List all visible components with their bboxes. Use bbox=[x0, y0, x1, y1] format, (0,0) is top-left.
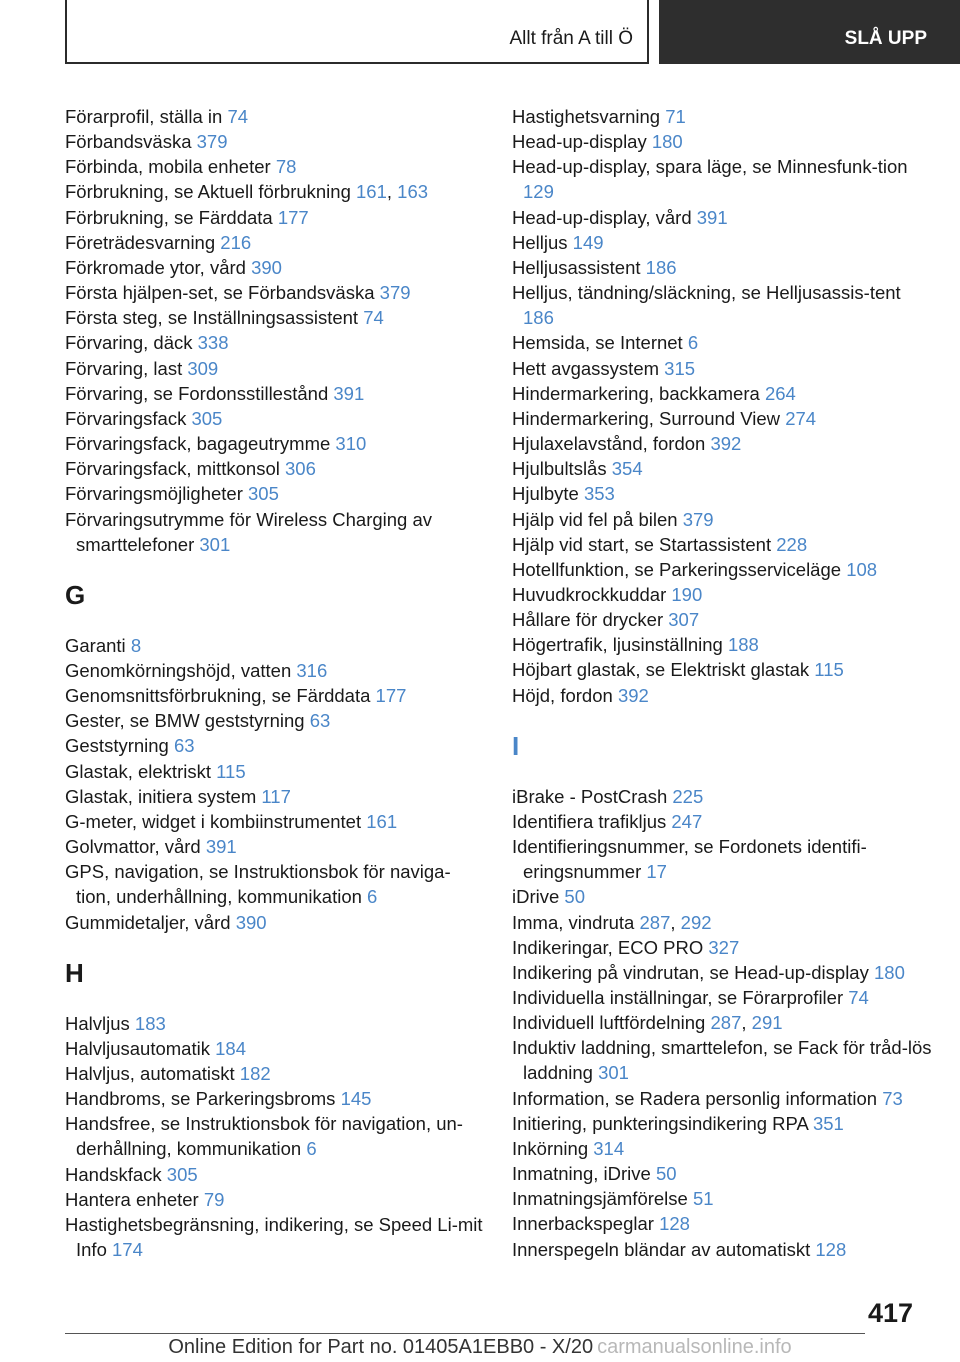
index-entry bbox=[512, 985, 932, 1010]
index-term: Förbrukning, se Aktuell förbrukning bbox=[65, 181, 357, 203]
index-term: Högertrafik, ljusinställning bbox=[512, 634, 728, 656]
page-link[interactable]: 314 bbox=[593, 1137, 625, 1159]
index-term: Handskfack bbox=[65, 1163, 167, 1185]
index-entry bbox=[65, 154, 485, 179]
page-link[interactable]: 149 bbox=[572, 231, 604, 253]
footer-divider bbox=[65, 1333, 865, 1334]
index-entry bbox=[65, 859, 485, 909]
index-entry bbox=[65, 809, 485, 834]
index-entry bbox=[512, 1136, 932, 1161]
index-term: Halvljus bbox=[65, 1012, 135, 1034]
page-link[interactable]: 338 bbox=[197, 332, 229, 354]
page-link[interactable]: 180 bbox=[874, 961, 905, 983]
index-term: Hindermarkering, Surround View bbox=[512, 407, 786, 429]
page-link[interactable]: 392 bbox=[617, 684, 649, 706]
index-term: Hastighetsvarning bbox=[512, 106, 666, 127]
footer-edition-text: Online Edition for Part no. 01405A1EBB0 - X/20 bbox=[168, 1336, 594, 1358]
index-term: Individuell luftfördelning bbox=[512, 1012, 711, 1034]
page-link[interactable]: 315 bbox=[664, 357, 696, 379]
index-term: Inkörning bbox=[512, 1137, 594, 1159]
page-link[interactable]: 305 bbox=[166, 1163, 198, 1185]
page-link[interactable]: 354 bbox=[611, 458, 643, 480]
index-entry bbox=[65, 910, 485, 935]
page-link[interactable]: 379 bbox=[196, 131, 228, 153]
index-term: Hjälp vid fel på bilen bbox=[512, 508, 683, 530]
page-link[interactable]: 274 bbox=[785, 407, 817, 429]
page-link[interactable]: 216 bbox=[220, 231, 252, 253]
page-link[interactable]: 291 bbox=[751, 1012, 783, 1034]
index-term: Imma, vindruta bbox=[512, 911, 640, 933]
index-term: Handbroms, se Parkeringsbroms bbox=[65, 1088, 341, 1110]
page-link[interactable]: 392 bbox=[710, 433, 742, 455]
index-term: Head-up-display, vård bbox=[512, 206, 697, 228]
page-link[interactable]: 17 bbox=[646, 861, 667, 883]
index-term: Förvaringsfack, bagageutrymme bbox=[65, 433, 336, 455]
page-link[interactable]: 161 bbox=[356, 181, 387, 203]
index-term: iDrive bbox=[512, 886, 565, 908]
index-term: Förvaring, last bbox=[65, 357, 188, 379]
index-term: Förvaringsfack, mittkonsol bbox=[65, 458, 286, 480]
index-term: Hjälp vid start, se Startassistent bbox=[512, 533, 777, 555]
watermark: carmanualsonline.info bbox=[597, 1336, 792, 1358]
index-term: Förvaringsutrymme för Wireless Charging av smarttelefoner bbox=[65, 508, 433, 555]
index-entry bbox=[512, 1111, 932, 1136]
index-entry bbox=[512, 784, 932, 809]
page-link[interactable]: 108 bbox=[846, 558, 878, 580]
index-entry bbox=[512, 607, 932, 632]
page-link[interactable]: 145 bbox=[340, 1088, 372, 1110]
index-term: Förvaring, däck bbox=[65, 332, 198, 354]
index-entry bbox=[512, 960, 932, 985]
page-link[interactable]: 128 bbox=[659, 1213, 690, 1235]
lookup-tab-label: SLÅ UPP bbox=[844, 28, 927, 49]
page-link[interactable]: 390 bbox=[235, 911, 267, 933]
index-term: Identifiera trafikljus bbox=[512, 810, 672, 832]
index-entry bbox=[65, 305, 485, 330]
page-separator: , bbox=[386, 181, 398, 203]
page-link[interactable]: 301 bbox=[598, 1062, 629, 1084]
page-link[interactable]: 6 bbox=[306, 1138, 317, 1160]
index-term: Första hjälpen-set, se Förbandsväska bbox=[65, 282, 380, 304]
index-column-right bbox=[512, 104, 932, 1262]
index-term: Förvaringsfack bbox=[65, 407, 192, 429]
index-entry bbox=[65, 759, 485, 784]
page-link[interactable]: 177 bbox=[277, 206, 309, 228]
page-link[interactable]: 74 bbox=[848, 987, 869, 1008]
index-entry bbox=[512, 230, 932, 255]
index-entry bbox=[65, 431, 485, 456]
index-column-left bbox=[65, 104, 485, 1262]
page-link[interactable]: 186 bbox=[645, 256, 677, 278]
page-link[interactable]: 73 bbox=[882, 1087, 903, 1109]
page-link[interactable]: 327 bbox=[708, 936, 740, 958]
index-entry bbox=[512, 280, 932, 330]
page-link[interactable]: 78 bbox=[275, 156, 297, 178]
index-entry bbox=[512, 557, 932, 582]
index-entry bbox=[512, 657, 932, 682]
section-letter: H bbox=[65, 957, 84, 988]
index-term: Individuella inställningar, se Förarprofiler bbox=[512, 987, 849, 1008]
page-link[interactable]: 50 bbox=[564, 886, 585, 908]
index-entry bbox=[512, 632, 932, 657]
page-link[interactable]: 163 bbox=[397, 181, 429, 203]
index-entry bbox=[65, 406, 485, 431]
index-term: Head-up-display bbox=[512, 131, 652, 153]
page-link[interactable]: 264 bbox=[764, 382, 796, 404]
page-link[interactable]: 183 bbox=[134, 1012, 166, 1034]
index-term: Handsfree, se Instruktionsbok för navigation, un-derhållning, kommunikation bbox=[65, 1113, 463, 1160]
page-link[interactable]: 71 bbox=[665, 106, 686, 127]
index-entry bbox=[512, 104, 932, 129]
footer bbox=[0, 1336, 960, 1359]
index-entry bbox=[512, 834, 932, 884]
page-link[interactable]: 310 bbox=[335, 433, 367, 455]
page-link[interactable]: 184 bbox=[215, 1037, 246, 1059]
index-entry bbox=[512, 356, 932, 381]
index-entry bbox=[65, 1061, 485, 1086]
index-term: Hemsida, se Internet bbox=[512, 332, 688, 354]
index-entry bbox=[65, 205, 485, 230]
index-term: Höjbart glastak, se Elektriskt glastak bbox=[512, 659, 815, 681]
index-entry bbox=[65, 356, 485, 381]
page-link[interactable]: 225 bbox=[672, 785, 704, 807]
index-entry bbox=[65, 1011, 485, 1036]
index-term: Gummidetaljer, vård bbox=[65, 911, 236, 933]
index-entry bbox=[512, 1086, 932, 1111]
index-entry bbox=[65, 129, 485, 154]
page-link[interactable]: 353 bbox=[583, 483, 615, 505]
index-term: Indikering på vindrutan, se Head-up-display bbox=[512, 961, 874, 983]
page-separator: , bbox=[670, 911, 681, 933]
index-entry bbox=[512, 935, 932, 960]
section-letter: I bbox=[512, 730, 520, 761]
index-term: Förkromade ytor, vård bbox=[65, 256, 252, 278]
page-link[interactable]: 301 bbox=[199, 533, 231, 555]
page-link[interactable]: 74 bbox=[363, 307, 384, 329]
page-link[interactable]: 8 bbox=[130, 634, 142, 656]
page-link[interactable]: 309 bbox=[187, 357, 219, 379]
page-link[interactable]: 63 bbox=[309, 710, 331, 732]
page-link[interactable]: 128 bbox=[815, 1238, 847, 1260]
index-entry bbox=[65, 1086, 485, 1111]
index-entry bbox=[65, 255, 485, 280]
index-entry bbox=[512, 456, 932, 481]
page-link[interactable]: 391 bbox=[333, 382, 365, 404]
index-term: Genomsnittsförbrukning, se Färddata bbox=[65, 685, 376, 707]
index-term: Geststyrning bbox=[65, 735, 174, 757]
index-entry bbox=[512, 205, 932, 230]
page-link[interactable]: 182 bbox=[239, 1063, 271, 1084]
index-term: Gester, se BMW geststyrning bbox=[65, 710, 310, 732]
index-entry bbox=[65, 280, 485, 305]
index-term: Indikeringar, ECO PRO bbox=[512, 936, 709, 958]
index-entry bbox=[65, 1162, 485, 1187]
index-entry bbox=[512, 154, 932, 204]
index-term: Glastak, initiera system bbox=[65, 785, 262, 807]
index-term: Förvaringsmöjligheter bbox=[65, 483, 249, 505]
page-link[interactable]: 79 bbox=[203, 1188, 225, 1210]
index-term: Halvljus, automatiskt bbox=[65, 1063, 240, 1084]
index-entry bbox=[65, 507, 485, 557]
page-link[interactable]: 391 bbox=[205, 836, 237, 858]
index-term: Genomkörningshöjd, vatten bbox=[65, 659, 297, 681]
page-link[interactable]: 228 bbox=[776, 533, 808, 555]
index-entry bbox=[512, 1035, 932, 1085]
page-separator: , bbox=[741, 1012, 752, 1034]
page-link[interactable]: 306 bbox=[285, 458, 316, 480]
index-term: Inmatningsjämförelse bbox=[512, 1188, 693, 1210]
index-entry bbox=[512, 683, 932, 708]
page-link[interactable]: 74 bbox=[227, 106, 249, 127]
index-entry bbox=[512, 1186, 932, 1211]
index-term: Hantera enheter bbox=[65, 1188, 204, 1210]
page-link[interactable]: 115 bbox=[216, 760, 246, 782]
page-link[interactable]: 247 bbox=[671, 810, 703, 832]
page-link[interactable]: 174 bbox=[112, 1239, 143, 1261]
index-entry bbox=[512, 381, 932, 406]
index-entry bbox=[65, 1111, 485, 1161]
index-entry bbox=[512, 1237, 932, 1262]
index-term: Hjulbyte bbox=[512, 483, 584, 505]
index-entry bbox=[65, 1212, 485, 1262]
page-link[interactable]: 307 bbox=[668, 609, 700, 631]
page-link[interactable]: 287 bbox=[639, 911, 671, 933]
index-entry bbox=[512, 129, 932, 154]
index-term: Första steg, se Inställningsassistent bbox=[65, 307, 364, 329]
index-term: Garanti bbox=[65, 634, 131, 656]
index-term: Hastighetsbegränsning, indikering, se Speed Li-mit Info bbox=[65, 1213, 483, 1261]
index-term: Förarprofil, ställa in bbox=[65, 106, 228, 127]
index-term: Glastak, elektriskt bbox=[65, 760, 217, 782]
page-link[interactable]: 379 bbox=[682, 508, 714, 530]
index-term: Huvudkrockkuddar bbox=[512, 583, 672, 605]
index-term: Hett avgassystem bbox=[512, 357, 665, 379]
index-entry bbox=[65, 1036, 485, 1061]
index-entry bbox=[65, 658, 485, 683]
index-entry bbox=[512, 1161, 932, 1186]
page-link[interactable]: 177 bbox=[375, 685, 407, 707]
index-entry bbox=[512, 330, 932, 355]
index-entry bbox=[512, 255, 932, 280]
index-term: Förbandsväska bbox=[65, 131, 197, 153]
index-term: G-meter, widget i kombiinstrumentet bbox=[65, 810, 367, 832]
top-navigation bbox=[0, 0, 960, 66]
index-term: Hotellfunktion, se Parkeringsserviceläge bbox=[512, 558, 847, 580]
index-entry bbox=[65, 834, 485, 859]
index-term: Helljus bbox=[512, 231, 573, 253]
lookup-tab[interactable] bbox=[659, 0, 960, 64]
index-term: Halvljusautomatik bbox=[65, 1037, 216, 1059]
index-term: Förbinda, mobila enheter bbox=[65, 156, 276, 178]
page-link[interactable]: 50 bbox=[655, 1163, 677, 1185]
index-term: Hjulbultslås bbox=[512, 458, 612, 480]
index-tab[interactable] bbox=[65, 0, 649, 64]
page-link[interactable]: 129 bbox=[523, 181, 554, 203]
page-link[interactable]: 63 bbox=[174, 735, 195, 757]
index-entry bbox=[65, 330, 485, 355]
page-link[interactable]: 351 bbox=[812, 1112, 844, 1134]
page-link[interactable]: 186 bbox=[523, 307, 554, 329]
index-term: iBrake - PostCrash bbox=[512, 785, 673, 807]
index-entry bbox=[65, 784, 485, 809]
index-entry bbox=[65, 733, 485, 758]
index-entry bbox=[65, 230, 485, 255]
index-entry bbox=[65, 104, 485, 129]
index-entry bbox=[512, 431, 932, 456]
index-term: GPS, navigation, se Instruktionsbok för naviga-tion, underhållning, kommunikation bbox=[65, 861, 451, 908]
index-term: Identifieringsnummer, se Fordonets identifi-eringsnummer bbox=[512, 836, 867, 883]
page-link[interactable]: 305 bbox=[191, 407, 223, 429]
index-entry bbox=[512, 481, 932, 506]
page-link[interactable]: 117 bbox=[261, 785, 291, 807]
page-link[interactable]: 161 bbox=[366, 810, 398, 832]
index-term: Hjulaxelavstånd, fordon bbox=[512, 433, 711, 455]
index-term: Induktiv laddning, smarttelefon, se Fack för tråd-lös laddning bbox=[512, 1037, 932, 1084]
index-term: Golvmattor, vård bbox=[65, 836, 206, 858]
index-entry bbox=[512, 910, 932, 935]
page-link[interactable]: 115 bbox=[814, 659, 844, 681]
index-term: Helljusassistent bbox=[512, 256, 646, 278]
index-entry bbox=[512, 582, 932, 607]
page-link[interactable]: 6 bbox=[367, 886, 378, 908]
index-entry bbox=[65, 481, 485, 506]
index-term: Förvaring, se Fordonsstillestånd bbox=[65, 382, 334, 404]
page-link[interactable]: 379 bbox=[379, 282, 411, 304]
section-letter: G bbox=[65, 579, 86, 610]
index-entry bbox=[65, 683, 485, 708]
index-entry bbox=[512, 1010, 932, 1035]
index-term: Höjd, fordon bbox=[512, 684, 618, 706]
page-link[interactable]: 305 bbox=[248, 483, 279, 505]
page-link[interactable]: 287 bbox=[710, 1012, 742, 1034]
index-term: Initiering, punkteringsindikering RPA bbox=[512, 1112, 813, 1134]
index-entry bbox=[65, 381, 485, 406]
page-link[interactable]: 188 bbox=[727, 634, 759, 656]
index-entry bbox=[65, 456, 485, 481]
page-link[interactable]: 390 bbox=[251, 256, 282, 278]
index-term: Inmatning, iDrive bbox=[512, 1163, 656, 1185]
index-entry bbox=[65, 179, 485, 204]
index-term: Hållare för drycker bbox=[512, 609, 669, 631]
index-entry bbox=[512, 532, 932, 557]
page-link[interactable]: 180 bbox=[651, 131, 683, 153]
index-tab-label: Allt från A till Ö bbox=[509, 28, 633, 49]
page-link[interactable]: 51 bbox=[692, 1188, 714, 1210]
page-link[interactable]: 391 bbox=[696, 206, 728, 228]
index-term: Förbrukning, se Färddata bbox=[65, 206, 278, 228]
page-link[interactable]: 292 bbox=[680, 911, 712, 933]
index-term: Information, se Radera personlig information bbox=[512, 1087, 883, 1109]
page-link[interactable]: 190 bbox=[671, 583, 703, 605]
index-entry bbox=[512, 507, 932, 532]
index-entry bbox=[65, 633, 485, 658]
page-number: 417 bbox=[868, 1298, 914, 1328]
index-entry bbox=[512, 1211, 932, 1236]
index-term: Hindermarkering, backkamera bbox=[512, 382, 765, 404]
index-entry bbox=[65, 708, 485, 733]
index-term: Head-up-display, spara läge, se Minnesfunk-tion bbox=[512, 156, 908, 178]
page-link[interactable]: 316 bbox=[296, 659, 328, 681]
index-term: Innerbackspeglar bbox=[512, 1213, 660, 1235]
index-term: Innerspegeln bländar av automatiskt bbox=[512, 1238, 816, 1260]
index-term: Företrädesvarning bbox=[65, 231, 221, 253]
index-entry bbox=[65, 1187, 485, 1212]
index-entry bbox=[512, 884, 932, 909]
index-entry bbox=[512, 809, 932, 834]
index-entry bbox=[512, 406, 932, 431]
index-term: Helljus, tändning/släckning, se Helljusassis-tent bbox=[512, 282, 901, 304]
page-link[interactable]: 6 bbox=[687, 332, 699, 354]
